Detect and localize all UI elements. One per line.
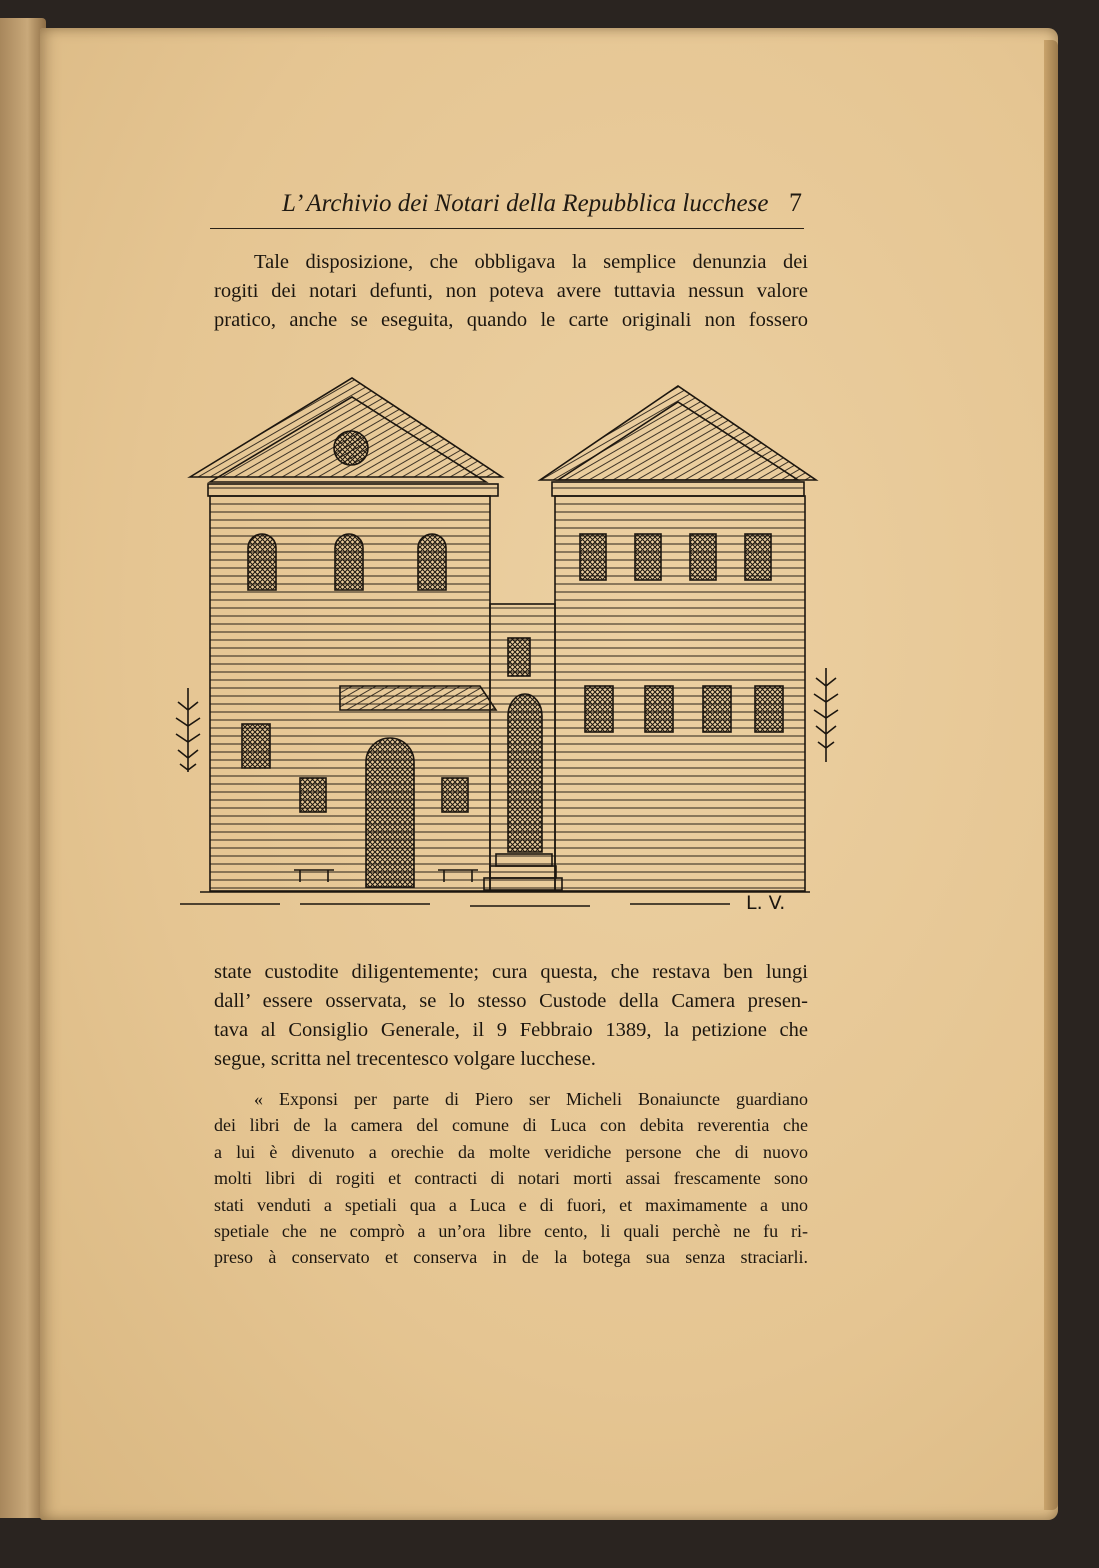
text-line: preso à conservato et conserva in de la botega sua senza straciarli. bbox=[214, 1247, 808, 1268]
text-line: molti libri di rogiti et contracti di notari morti assai frescamente sono bbox=[214, 1168, 808, 1189]
running-title: L’ Archivio dei Notari della Repubblica lucchese bbox=[282, 190, 769, 217]
text-line: stati venduti a spetiali qua a Luca e di fuori, et maximamente a uno bbox=[214, 1194, 808, 1215]
running-header bbox=[210, 188, 804, 229]
page-stack-edge bbox=[1044, 40, 1058, 1510]
text-line: « Exponsi per parte di Piero ser Micheli Bonaiuncte guardiano bbox=[254, 1089, 808, 1109]
text-line: rogiti dei notari defunti, non poteva avere tuttavia nessun valore bbox=[214, 280, 808, 302]
text-line: segue, scritta nel trecentesco volgare lucchese. bbox=[214, 1048, 596, 1070]
building-illustration bbox=[170, 372, 850, 920]
quoted-petition bbox=[214, 1086, 808, 1271]
paragraph-1 bbox=[214, 248, 808, 335]
page-number: 7 bbox=[789, 188, 802, 217]
text-line: tava al Consiglio Generale, il 9 Febbraio 1389, la petizione che bbox=[214, 1019, 808, 1041]
text-line: dei libri de la camera del comune di Luca con debita reverentia che bbox=[214, 1115, 808, 1136]
paragraph-2 bbox=[214, 958, 808, 1074]
artist-signature: L. V. bbox=[746, 892, 786, 914]
text-line: spetiale che ne comprò a un’ora libre cento, li quali perchè ne fu ri- bbox=[214, 1221, 808, 1242]
text-line: a lui è divenuto a orechie da molte veridiche persone che di nuovo bbox=[214, 1141, 808, 1162]
text-line: state custodite diligentemente; cura questa, che restava ben lungi bbox=[214, 961, 808, 983]
text-line: Tale disposizione, che obbligava la semplice denunzia dei bbox=[254, 251, 808, 273]
text-line: pratico, anche se eseguita, quando le carte originali non fossero bbox=[214, 309, 808, 331]
text-line: dall’ essere osservata, se lo stesso Custode della Camera presen- bbox=[214, 990, 808, 1012]
